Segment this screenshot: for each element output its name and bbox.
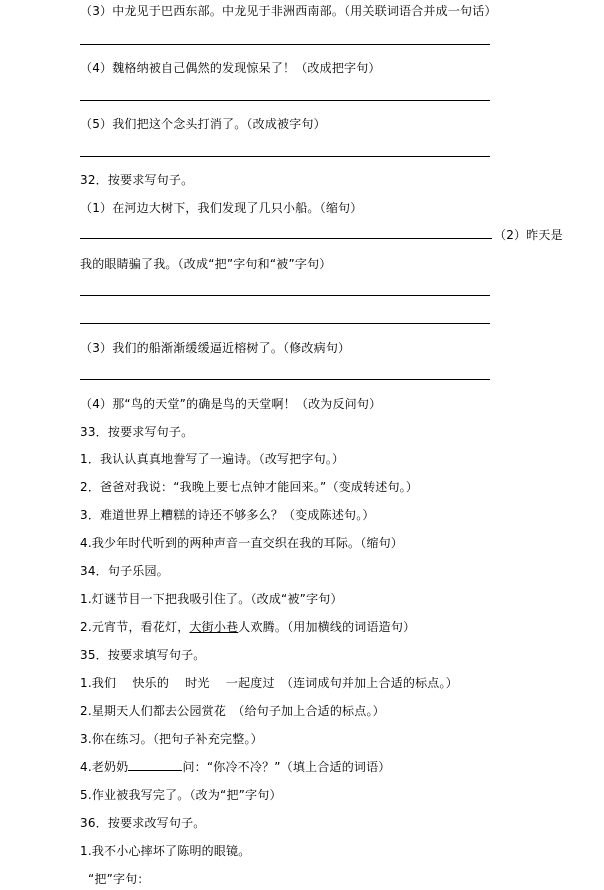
answer-line[interactable] [80, 100, 490, 101]
answer-line[interactable] [80, 44, 490, 45]
question-35-5: 5.作业被我写完了。（改为“把”字句） [80, 788, 282, 802]
question-34-2 [80, 619, 415, 635]
ba-sentence-label: “把”字句： [88, 872, 150, 886]
section-32-title: 32．按要求写句子。 [80, 173, 194, 187]
question-32-4: （4）那“鸟的天堂”的确是鸟的天堂啊！（改为反问句） [80, 397, 382, 411]
section-36-title: 36．按要求改写句子。 [80, 816, 206, 830]
question-32-3: （3）我们的船渐渐缓缓逼近榕树了。（修改病句） [80, 341, 351, 355]
question-31-3: （3）中龙见于巴西东部。中龙见于非洲西南部。（用关联词语合并成一句话） [80, 4, 497, 18]
question-34-2-prefix: 2.元宵节，看花灯， [80, 620, 190, 634]
underlined-phrase: 大街小巷 [189, 620, 239, 634]
question-35-4 [80, 759, 391, 775]
question-34-1: 1.灯谜节目一下把我吸引住了。（改成“被”字句） [80, 592, 343, 606]
question-33-2: 2．爸爸对我说：“我晚上要七点钟才能回来。”（变成转述句。） [80, 480, 419, 494]
answer-line[interactable] [80, 238, 492, 239]
question-35-2: 2.星期天人们都去公园赏花 （给句子加上合适的标点。） [80, 704, 385, 718]
question-33-3: 3．难道世界上糟糕的诗还不够多么？（变成陈述句。） [80, 508, 375, 522]
question-31-4: （4）魏格纳被自己偶然的发现惊呆了！（改成把字句） [80, 61, 381, 75]
question-32-2-cont: 我的眼睛骗了我。（改成“把”字句和“被”字句） [80, 257, 332, 271]
answer-line[interactable] [80, 379, 490, 380]
section-34-title: 34．句子乐园。 [80, 564, 169, 578]
fill-blank[interactable] [128, 759, 182, 771]
question-32-2-start: （2）昨天是 [494, 228, 563, 242]
answer-line[interactable] [80, 156, 490, 157]
question-36-1: 1.我不小心摔坏了陈明的眼镜。 [80, 844, 251, 858]
question-35-3: 3.你在练习。（把句子补充完整。） [80, 732, 263, 746]
question-35-4-suffix: 问：“你冷不冷？”（填上合适的词语） [182, 760, 391, 774]
question-32-1: （1）在河边大树下，我们发现了几只小船。（缩句） [80, 201, 363, 215]
question-34-2-suffix: 人欢腾。（用加横线的词语造句） [238, 620, 416, 634]
answer-line[interactable] [80, 295, 490, 296]
answer-line[interactable] [80, 323, 490, 324]
question-35-4-prefix: 4.老奶奶 [80, 760, 129, 774]
section-33-title: 33．按要求写句子。 [80, 425, 194, 439]
question-33-1: 1．我认认真真地誊写了一遍诗。（改写把字句。） [80, 452, 345, 466]
question-33-4: 4.我少年时代听到的两种声音一直交织在我的耳际。（缩句） [80, 536, 404, 550]
section-35-title: 35．按要求填写句子。 [80, 648, 206, 662]
question-35-1: 1.我们 快乐的 时光 一起度过 （连词成句并加上合适的标点。） [80, 676, 458, 690]
question-31-5: （5）我们把这个念头打消了。（改成被字句） [80, 117, 326, 131]
